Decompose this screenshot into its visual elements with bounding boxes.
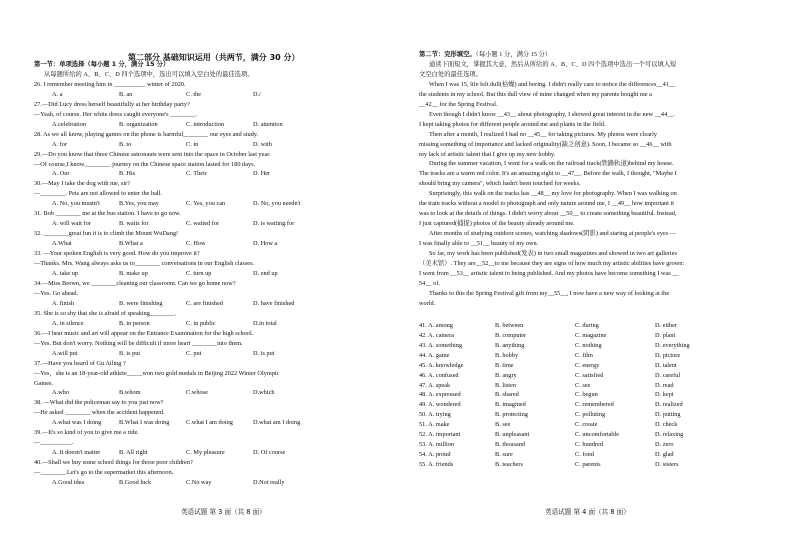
cloze-option: C. satisfied: [575, 371, 604, 379]
question-stem: —________.Let's go to the supermarket this afternoon.: [34, 469, 174, 477]
cloze-option: 41. A. among: [419, 321, 453, 329]
question-stem: 36.—I hear music and art will appear on the Entrance Examination for the high school.: [34, 329, 254, 337]
answer-option: B. an: [119, 90, 133, 98]
option-row: [34, 269, 404, 279]
answer-option: C. in public: [186, 319, 216, 327]
cloze-option: 43. A. something: [419, 341, 463, 349]
passage-line: 54__ of.: [419, 279, 440, 287]
question-stem: —Of course,I know.________ journey on the Chinese space station lasted for 180 days.: [34, 160, 256, 168]
cloze-option: C. begun: [575, 391, 598, 399]
answer-option: C. introduction: [186, 120, 225, 128]
cloze-option: B. thousand: [495, 441, 526, 449]
question-stem: —He asked ________ when the accident happened.: [34, 409, 165, 417]
cloze-option: C. see: [575, 381, 591, 389]
cloze-option: B. between: [495, 321, 524, 329]
answer-option: D. No, you needn't: [253, 200, 301, 208]
cloze-option-row: [419, 430, 767, 440]
passage-line: After months of studying outdoor scenes, watching shadows(阴影) and staring at people's eyes —: [429, 230, 677, 238]
cloze-instruction-line-1: 通读下面短文，掌握其大意，然后从所给的 A、B、C、D 四个选项中选出一个可以填入短: [429, 60, 677, 68]
cloze-option-row: [419, 341, 767, 351]
question-stem: 40.—Shall we buy some school things for those poor children?: [34, 459, 193, 467]
cloze-option: C. energy: [575, 361, 600, 369]
cloze-option: 54. A. proud: [419, 451, 451, 459]
cloze-option: C. create: [575, 421, 598, 429]
cloze-option: B. hobby: [495, 351, 519, 359]
cloze-option: B. shared: [495, 391, 519, 399]
passage-line: I was finally able to __51__ beauty of my own.: [419, 240, 539, 248]
passage-line: I kept taking photos for different people around me and plants in the field.: [419, 120, 606, 128]
question-stem: 30.—May I take the dog with me, sir?: [34, 180, 131, 188]
answer-option: D.what am I doing: [253, 419, 301, 427]
answer-option: A. in silence: [52, 319, 84, 327]
answer-option: B.Yes, you may: [119, 200, 159, 208]
cloze-option: 49. A. wondered: [419, 401, 461, 409]
cloze-option: D. realized: [655, 401, 683, 409]
cloze-option: D. careful: [655, 371, 681, 379]
question-stem: —Yes. But don't worry. Nothing will be difficult if more heart ________into them.: [34, 339, 243, 347]
passage-line: Even though I didn't know __43__ about photography, I showed great interest in the new __44__.: [429, 110, 676, 118]
question-list: [34, 80, 404, 488]
answer-option: C. My pleasure: [186, 449, 225, 457]
option-row: [34, 388, 404, 398]
cloze-option: B. unpleasant: [495, 431, 530, 439]
passage-line: missing something of importance and lacked originality(缺乏创意). Soon, I became so __46__ with: [419, 140, 672, 148]
question-stem: —Yes，she is an 18-year-old athlete_____won two gold medals in Beijing 2022 Winter Olympic: [34, 369, 280, 377]
cloze-option: D. sisters: [655, 461, 679, 469]
cloze-option: D. kept: [655, 391, 674, 399]
cloze-option: C. nothing: [575, 341, 602, 349]
answer-option: D.which: [253, 389, 275, 397]
answer-option: D. is put: [253, 349, 275, 357]
answer-option: B.What I was doing: [119, 419, 170, 427]
answer-option: A. finish: [52, 299, 75, 307]
passage-line: I just captured(捕捉) photos of the beauty already around me.: [419, 220, 575, 228]
answer-option: C. Their: [186, 170, 207, 178]
cloze-option: B. sure: [495, 451, 513, 459]
answer-option: C.whose: [186, 389, 208, 397]
question-stem: 34.—Miss Brown, we ________cleaning our classroom. Can we go home now?: [34, 279, 236, 287]
cloze-option-row: [419, 381, 767, 391]
cloze-option-row: [419, 450, 767, 460]
cloze-option: D. putting: [655, 411, 681, 419]
answer-option: A.What: [52, 240, 72, 248]
option-row: [34, 418, 404, 428]
answer-option: A. Our: [52, 170, 70, 178]
cloze-option: C. remembered: [575, 401, 614, 409]
cloze-option: B. anything: [495, 341, 525, 349]
cloze-option: 55. A. friends: [419, 461, 454, 469]
cloze-option-row: [419, 410, 767, 420]
answer-option: B. All right: [119, 449, 148, 457]
cloze-passage: [419, 80, 767, 315]
question-item: [34, 150, 404, 180]
cloze-option: 42. A. camera: [419, 331, 454, 339]
answer-option: D. Of course: [253, 449, 286, 457]
cloze-option: 46. A. confused: [419, 371, 459, 379]
answer-option: C.No way: [186, 479, 212, 487]
cloze-option-row: [419, 460, 767, 470]
question-item: [34, 80, 404, 100]
left-page: [34, 50, 404, 488]
passage-line: the students in my school. But this dull view of mine changed when my parents bought me a: [419, 90, 652, 98]
option-row: [34, 120, 404, 130]
question-stem: 29.—Do you know that three Chinese astronauts were sent into the space in October last year.: [34, 150, 271, 158]
section-two-note: （每小题 1 分，满分 15 分）: [475, 51, 552, 58]
passage-line: was to look at the details of things. I didn't worry about __50__ to create something beautiful. Instead,: [419, 210, 677, 218]
cloze-option-row: [419, 331, 767, 341]
question-item: [34, 309, 404, 329]
passage-line: __42__ for the Spring Festival.: [419, 100, 498, 108]
cloze-options: [419, 321, 767, 470]
section-two-title: 第二节：完形填空。: [419, 51, 476, 58]
answer-option: C.what I am doing: [186, 419, 233, 427]
answer-option: A.celebration: [52, 120, 87, 128]
answer-option: D.Not really: [253, 479, 285, 487]
cloze-option: D. plant: [655, 331, 676, 339]
question-stem: 28. As we all know, playing games on the phone is harmful________ our eyes and study.: [34, 130, 259, 138]
answer-option: B. waits for: [119, 220, 149, 228]
cloze-option: 47. A. speak: [419, 381, 451, 389]
cloze-option-row: [419, 440, 767, 450]
answer-option: C. in: [186, 140, 199, 148]
question-stem: —__________.: [34, 439, 74, 447]
cloze-option: 48. A. expressed: [419, 391, 461, 399]
cloze-option: C. film: [575, 351, 593, 359]
option-row: [34, 349, 404, 359]
cloze-option: C. polluting: [575, 411, 606, 419]
option-row: [34, 319, 404, 329]
answer-option: B. in person: [119, 319, 150, 327]
answer-option: A.what was I doing: [52, 419, 102, 427]
question-stem: 33. —Your spoken English is very good. How do you improve it?: [34, 250, 200, 258]
option-row: [34, 169, 404, 179]
cloze-option: 50. A. trying: [419, 411, 451, 419]
question-stem: 38. —What did the policeman say to you just now?: [34, 399, 164, 407]
answer-option: A. for: [52, 140, 68, 148]
option-row: [34, 299, 404, 309]
cloze-option: B. time: [495, 361, 514, 369]
cloze-option: B. teachers: [495, 461, 523, 469]
cloze-option-row: [419, 361, 767, 371]
option-row: [34, 90, 404, 100]
answer-option: D. have finished: [253, 299, 295, 307]
answer-option: D. Her: [253, 170, 271, 178]
cloze-option: 51. A. make: [419, 421, 450, 429]
page-footer-right: 英语试题 第 4 面（共 8 面）: [545, 508, 630, 516]
answer-option: A.who: [52, 389, 69, 397]
answer-option: D. with: [253, 140, 272, 148]
cloze-option-row: [419, 371, 767, 381]
cloze-option-row: [419, 351, 767, 361]
question-stem: —Thanks. Mrs. Wang always asks us to________ conversations in our English classes.: [34, 260, 255, 268]
cloze-option: D. either: [655, 321, 678, 329]
passage-line: should bring my camera", which hadn't been touched for weeks.: [419, 180, 581, 188]
question-stem: 35. She is so shy that she is afraid of speaking________.: [34, 309, 177, 317]
answer-option: B. His: [119, 170, 136, 178]
section-one-instruction: 从每题所给的 A、B、C、D 四个选项中，选出可以填入空白处的最佳选项。: [44, 70, 254, 78]
cloze-option: D. glad: [655, 451, 674, 459]
answer-option: B. were finishing: [119, 299, 163, 307]
answer-option: C. put: [186, 349, 202, 357]
cloze-option-row: [419, 420, 767, 430]
part-two-heading: 第二部分 基础知识运用（共两节，满分 30 分）: [128, 53, 300, 62]
question-stem: 32. ________great fun it is to climb the Mount WuDang!: [34, 230, 179, 238]
question-stem: 26. I remember meeting him in __________ winter of 2020.: [34, 80, 186, 88]
question-item: [34, 329, 404, 359]
right-page: [419, 50, 767, 470]
passage-line: Thanks to this the Spring Festival gift from my__55__, I now have a new way of looking at the: [429, 289, 670, 297]
question-stem: 27.—Did Lucy dress herself beautifully at her birthday party?: [34, 100, 190, 108]
cloze-option: D. talent: [655, 361, 677, 369]
answer-option: B. is put: [119, 349, 141, 357]
cloze-option: B. listen: [495, 381, 516, 389]
passage-line: When I was 15, life felt dull(枯燥) and boring. I didn't really care to notice the differences__41__: [429, 80, 676, 88]
answer-option: B. to: [119, 140, 132, 148]
answer-option: C. turn up: [186, 270, 212, 278]
cloze-option: C. during: [575, 321, 599, 329]
cloze-option: D. everything: [655, 341, 690, 349]
cloze-option: D. picture: [655, 351, 681, 359]
option-row: [34, 239, 404, 249]
answer-option: D. end up: [253, 270, 278, 278]
cloze-option: B. imagined: [495, 401, 526, 409]
answer-option: C. the: [186, 90, 202, 98]
option-row: [34, 140, 404, 150]
cloze-option: D. zero: [655, 441, 674, 449]
cloze-option: B. computer: [495, 331, 527, 339]
answer-option: A. No, you mustn't: [52, 200, 100, 208]
cloze-option: 45. A. knowledge: [419, 361, 464, 369]
question-item: [34, 279, 404, 309]
question-item: [34, 359, 404, 399]
question-item: [34, 458, 404, 488]
answer-option: A. a: [52, 90, 63, 98]
cloze-option: B. see: [495, 421, 511, 429]
cloze-instruction-line-2: 文空白处的最佳选项。: [419, 70, 482, 78]
question-item: [34, 209, 404, 229]
cloze-option: C. magazine: [575, 331, 607, 339]
answer-option: D.in total: [253, 319, 277, 327]
cloze-option: D. relaxing: [655, 431, 684, 439]
passage-line: So far, my work has been published(发表) in two small magazines and showed in two art galleries: [429, 250, 677, 258]
question-item: [34, 428, 404, 458]
cloze-option: C. uncomfortable: [575, 431, 620, 439]
passage-line: During the summer vacation, I went for a walk on the railroad track(铁路轨道)behind my house.: [429, 160, 674, 168]
passage-line: The tracks are a warm red color. It's an amazing sight to __47__. Before the walk, I thought, "Maybe I: [419, 170, 677, 178]
question-stem: 39.—It's so kind of you to give me a ride.: [34, 429, 139, 437]
answer-option: C. Yes, you can: [186, 200, 226, 208]
question-stem: —Yeah, of course. Her white dress caught everyone's ________.: [34, 110, 197, 118]
question-item: [34, 100, 404, 130]
answer-option: A.Good idea: [52, 479, 85, 487]
page-footer-left: 英语试题 第 3 面（共 8 面）: [181, 508, 266, 516]
answer-option: D. is waiting for: [253, 220, 295, 228]
option-row: [34, 448, 404, 458]
answer-option: D. How a: [253, 240, 278, 248]
answer-option: D./: [253, 90, 261, 98]
answer-option: B.Good luck: [119, 479, 152, 487]
answer-option: A. will wait for: [52, 220, 91, 228]
cloze-option-row: [419, 321, 767, 331]
answer-option: B. make up: [119, 270, 148, 278]
passage-line: I went from __53__ artistic talent to being published. And my photos have become something I was __: [419, 269, 679, 277]
cloze-option: C. hundred: [575, 441, 603, 449]
question-stem: 37.—Have you heard of Gu Ailing ?: [34, 359, 126, 367]
question-item: [34, 179, 404, 209]
answer-option: C. are finished: [186, 299, 223, 307]
section-one-title: 第一节：单项选择（每小题 1 分，满分 15 分）: [34, 61, 170, 68]
passage-line: world.: [419, 299, 436, 307]
cloze-option-row: [419, 390, 767, 400]
cloze-option: 53. A. million: [419, 441, 454, 449]
question-item: [34, 229, 404, 249]
cloze-option: B. protecting: [495, 411, 528, 419]
question-stem: 31. Bob ________ me at the bus station. I have to go now.: [34, 210, 181, 218]
question-item: [34, 398, 404, 428]
answer-option: A. take up: [52, 270, 79, 278]
question-stem: Games.: [34, 379, 54, 387]
answer-option: B.whom: [119, 389, 141, 397]
cloze-option: B. angry: [495, 371, 517, 379]
question-stem: —Yes. Go ahead.: [34, 289, 79, 297]
question-item: [34, 130, 404, 150]
answer-option: B.What a: [119, 240, 143, 248]
cloze-option: D. check: [655, 421, 678, 429]
option-row: [34, 219, 404, 229]
answer-option: C. How: [186, 240, 206, 248]
answer-option: A.will put: [52, 349, 78, 357]
option-row: [34, 199, 404, 209]
passage-line: Surprisingly, this walk on the tracks has __48__ my love for photography. When I was walking on: [429, 190, 677, 198]
answer-option: C. waited for: [186, 220, 220, 228]
answer-option: A. It doesn't matter: [52, 449, 101, 457]
passage-line: my lack of artistic talent that I give up my new hobby.: [419, 150, 556, 158]
cloze-option: 52. A. important: [419, 431, 461, 439]
cloze-option: C. fond: [575, 451, 594, 459]
answer-option: B. organization: [119, 120, 158, 128]
passage-line: the train tracks without a model to photograph and only nature around me, I __49__ how important it: [419, 200, 674, 208]
cloze-option: 44. A. game: [419, 351, 450, 359]
option-row: [34, 478, 404, 488]
question-stem: —________. Pets are not allowed to enter the hall.: [34, 190, 163, 198]
passage-line: Then after a month, I realized I had no __45__ for taking pictures. My photos were clearly: [429, 130, 658, 138]
cloze-option: C. parents: [575, 461, 601, 469]
answer-option: D. attention: [253, 120, 283, 128]
cloze-option: D. read: [655, 381, 674, 389]
cloze-option-row: [419, 400, 767, 410]
question-item: [34, 249, 404, 279]
passage-line: （美术馆）. They are__52__to me because they are signs of how much my artistic abilities have grown:: [419, 260, 685, 268]
